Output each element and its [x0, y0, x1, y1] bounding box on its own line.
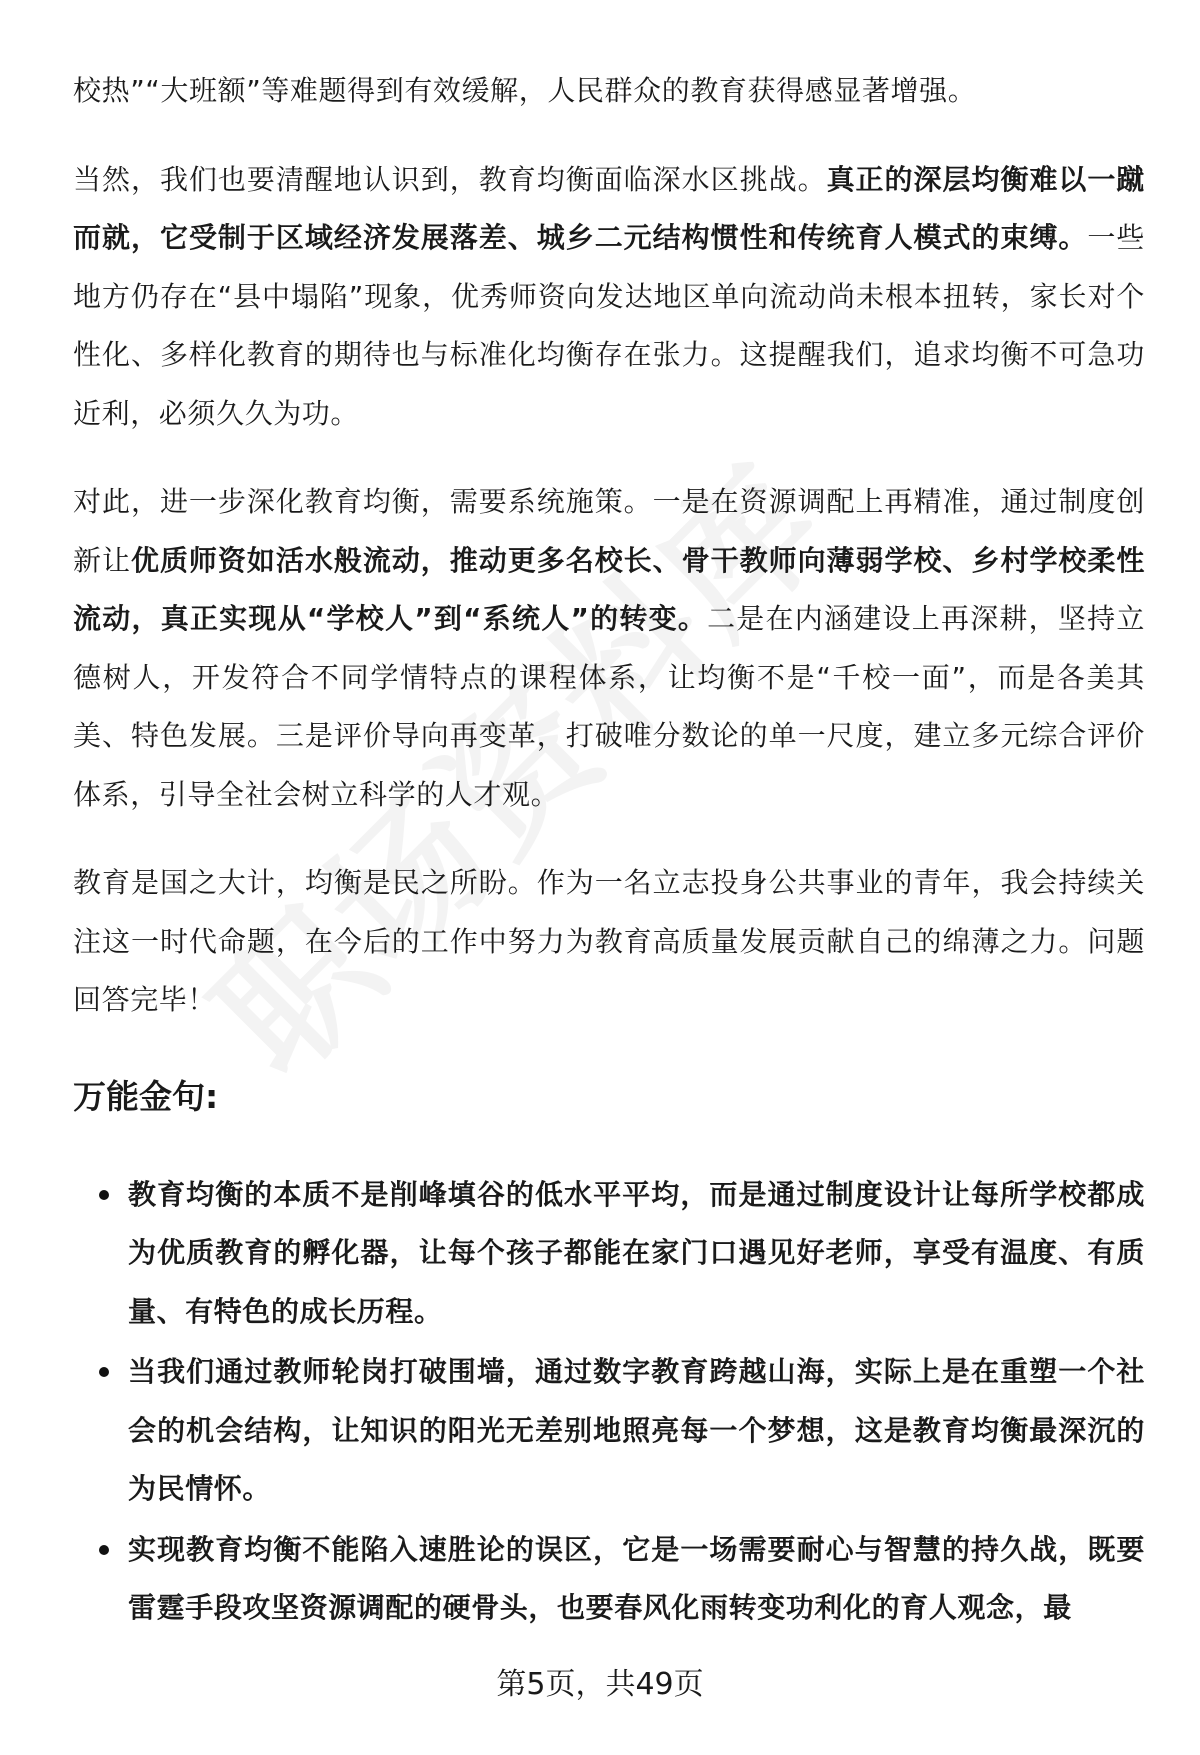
bullet-icon: [99, 1367, 109, 1377]
paragraph: [73, 62, 1145, 121]
bold-text-segment: 真正的深层均衡难以一蹴而就，它受制于区域经济发展落差、城乡二元结构惯性和传统育人模式的束缚。: [73, 162, 1145, 254]
quote-list: [73, 1166, 1145, 1638]
text-segment: 二是在内涵建设上再深耕，坚持立德树人，开发符合不同学情特点的课程体系，让均衡不是“千校一面”，而是各美其美、特色发展。三是评价导向再变革，打破唯分数论的单一尺度，建立多元综合评价体系，引导全社会树立科学的人才观。: [73, 602, 1145, 811]
page-number: 第5页，共49页: [496, 1667, 704, 1702]
list-item: [73, 1166, 1145, 1342]
paragraph: [73, 473, 1145, 824]
bullet-icon: [99, 1190, 109, 1200]
bold-text-segment: 优质师资如活水般流动，推动更多名校长、骨干教师向薄弱学校、乡村学校柔性流动，真正实现从“学校人”到“系统人”的转变。: [73, 543, 1145, 635]
bullet-icon: [99, 1545, 109, 1555]
section-heading: 万能金句:: [73, 1076, 219, 1116]
paragraph: [73, 854, 1145, 1030]
text-segment: 一些地方仍存在“县中塌陷”现象，优秀师资向发达地区单向流动尚未根本扭转，家长对个性化、多样化教育的期待也与标准化均衡存在张力。这提醒我们，追求均衡不可急功近利，必须久久为功。: [73, 221, 1145, 430]
quote-text: 当我们通过教师轮岗打破围墙，通过数字教育跨越山海，实际上是在重塑一个社会的机会结构，让知识的阳光无差别地照亮每一个梦想，这是教育均衡最深沉的为民情怀。: [128, 1355, 1145, 1505]
paragraph: [73, 151, 1145, 444]
list-item: [73, 1343, 1145, 1519]
text-segment: 教育是国之大计，均衡是民之所盼。作为一名立志投身公共事业的青年，我会持续关注这一时代命题，在今后的工作中努力为教育高质量发展贡献自己的绵薄之力。问题回答完毕！: [73, 866, 1145, 1016]
list-item: [73, 1521, 1145, 1638]
quote-text: 教育均衡的本质不是削峰填谷的低水平平均，而是通过制度设计让每所学校都成为优质教育的孵化器，让每个孩子都能在家门口遇见好老师，享受有温度、有质量、有特色的成长历程。: [128, 1177, 1145, 1328]
document-body: [73, 62, 1145, 1640]
text-segment: 当然，我们也要清醒地认识到，教育均衡面临深水区挑战。: [73, 162, 827, 196]
text-segment: 校热”“大班额”等难题得到有效缓解，人民群众的教育获得感显著增强。: [73, 74, 977, 107]
quote-text: 实现教育均衡不能陷入速胜论的误区，它是一场需要耐心与智慧的持久战，既要雷霆手段攻坚资源调配的硬骨头，也要春风化雨转变功利化的育人观念，最: [128, 1532, 1145, 1624]
text-segment: 对此，进一步深化教育均衡，需要系统施策。一是在资源调配上再精准，通过制度创新让: [73, 485, 1145, 577]
